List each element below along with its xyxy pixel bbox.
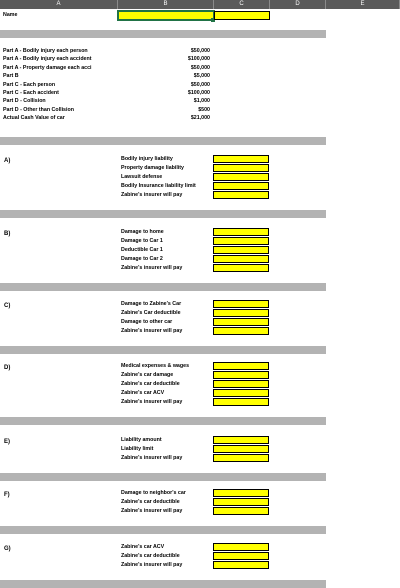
answer-input-cell[interactable] (213, 309, 269, 317)
separator-band (0, 473, 326, 481)
section-id: G) (4, 546, 11, 552)
answer-input-cell[interactable] (213, 300, 269, 308)
item-label: Damage to Zabine's Car (121, 301, 182, 307)
answer-input-cell[interactable] (213, 255, 269, 263)
section-id: E) (4, 439, 10, 445)
section-id: A) (4, 158, 11, 164)
answer-input-cell[interactable] (213, 155, 269, 163)
section-id: F) (4, 492, 10, 498)
column-header-b[interactable]: B (118, 0, 214, 9)
item-label: Zabine's car deductible (121, 499, 180, 505)
param-value: $500 (198, 106, 210, 113)
item-label: Zabine's car deductible (121, 553, 180, 559)
separator-band (0, 137, 326, 145)
answer-input-cell[interactable] (213, 173, 269, 181)
item-label: Damage to home (121, 229, 164, 235)
answer-input-cell[interactable] (213, 246, 269, 254)
item-label: Lawsuit defense (121, 174, 163, 180)
section-id: D) (4, 365, 11, 371)
item-label: Bodily injury liability (121, 156, 173, 162)
item-label: Zabine's car ACV (121, 390, 165, 396)
column-header-c[interactable]: C (214, 0, 270, 9)
section-id: B) (4, 231, 11, 237)
answer-input-cell[interactable] (213, 561, 269, 569)
item-label: Zabine's car damage (121, 372, 174, 378)
answer-input-cell[interactable] (213, 164, 269, 172)
answer-input-cell[interactable] (213, 552, 269, 560)
param-value: $1,000 (193, 98, 210, 105)
item-label: Bodily Insurance liability limit (121, 183, 196, 189)
separator-band (0, 417, 326, 425)
item-label: Zabine's insurer will pay (121, 265, 183, 271)
column-header-a[interactable]: A (0, 0, 118, 9)
param-label: Part C - Each accident (3, 90, 59, 96)
item-label: Medical expenses & wages (121, 363, 190, 369)
answer-input-cell[interactable] (213, 237, 269, 245)
answer-input-cell[interactable] (213, 389, 269, 397)
item-label: Zabine's insurer will pay (121, 455, 183, 461)
param-label: Part A - Bodily injury each person (3, 48, 88, 54)
item-label: Deductible Car 1 (121, 247, 163, 253)
column-header-d[interactable]: D (270, 0, 326, 9)
item-label: Liability limit (121, 446, 154, 452)
answer-input-cell[interactable] (213, 371, 269, 379)
item-label: Damage to other car (121, 319, 173, 325)
name-input-cell-c[interactable] (214, 11, 270, 20)
answer-input-cell[interactable] (213, 191, 269, 199)
answer-input-cell[interactable] (213, 264, 269, 272)
answer-input-cell[interactable] (213, 318, 269, 326)
answer-input-cell[interactable] (213, 228, 269, 236)
separator-band (0, 210, 326, 218)
param-value: $50,000 (190, 81, 210, 88)
item-label: Zabine's insurer will pay (121, 562, 183, 568)
param-label: Actual Cash Value of car (3, 115, 65, 122)
answer-input-cell[interactable] (213, 362, 269, 370)
param-label: Part A - Property damage each acci (3, 64, 92, 71)
item-label: Damage to neighbor's car (121, 490, 186, 496)
param-value: $21,000 (190, 115, 210, 122)
param-value: $100,000 (187, 56, 210, 63)
separator-band (0, 30, 326, 38)
name-input-cell[interactable] (118, 11, 214, 20)
answer-input-cell[interactable] (213, 436, 269, 444)
name-label: Name (3, 12, 18, 18)
param-label: Part C - Each person (3, 81, 56, 88)
answer-input-cell[interactable] (213, 327, 269, 335)
answer-input-cell[interactable] (213, 398, 269, 406)
param-label: Part A - Bodily injury each accident (3, 56, 92, 63)
separator-band (0, 346, 326, 354)
param-value: $50,000 (190, 64, 210, 71)
item-label: Zabine's car ACV (121, 544, 165, 550)
item-label: Zabine's insurer will pay (121, 192, 183, 198)
answer-input-cell[interactable] (213, 507, 269, 515)
param-label: Part D - Other than Collision (3, 106, 74, 113)
section-id: C) (4, 303, 11, 309)
item-label: Damage to Car 2 (121, 256, 163, 262)
item-label: Zabine's Car deductible (121, 310, 181, 316)
param-label: Part B (3, 73, 19, 80)
answer-input-cell[interactable] (213, 498, 269, 506)
separator-band (0, 580, 326, 588)
answer-input-cell[interactable] (213, 182, 269, 190)
answer-input-cell[interactable] (213, 543, 269, 551)
answer-input-cell[interactable] (213, 489, 269, 497)
param-value: $50,000 (190, 48, 210, 54)
item-label: Zabine's insurer will pay (121, 328, 183, 334)
item-label: Zabine's insurer will pay (121, 508, 183, 514)
item-label: Zabine's car deductible (121, 381, 180, 387)
param-value: $5,000 (193, 73, 210, 80)
column-header-e[interactable]: E (326, 0, 400, 9)
item-label: Zabine's insurer will pay (121, 399, 183, 405)
separator-band (0, 526, 326, 534)
column-header-bar (0, 0, 400, 9)
param-value: $100,000 (187, 90, 210, 96)
item-label: Damage to Car 1 (121, 238, 163, 244)
separator-band (0, 283, 326, 291)
answer-input-cell[interactable] (213, 380, 269, 388)
answer-input-cell[interactable] (213, 445, 269, 453)
item-label: Liability amount (121, 437, 162, 443)
item-label: Property damage liability (121, 165, 184, 171)
answer-input-cell[interactable] (213, 454, 269, 462)
param-label: Part D - Collision (3, 98, 46, 105)
